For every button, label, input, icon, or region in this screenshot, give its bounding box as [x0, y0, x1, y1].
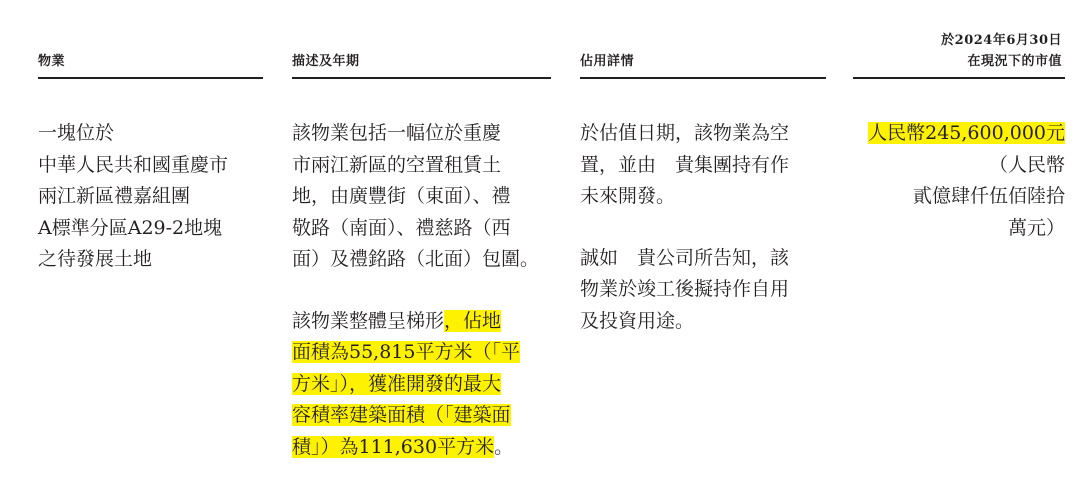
description-paragraph-highlighted	[292, 306, 567, 464]
description-line	[292, 306, 567, 338]
highlighted-text: 容積率建築面積（「建築面	[292, 404, 511, 426]
occupancy-line: 置，並由 貴集團持有作	[580, 153, 790, 176]
property-line: 中華人民共和國重慶市	[38, 153, 229, 176]
description-line: 該物業包括一幅位於重慶	[292, 122, 502, 144]
occupancy-cell	[580, 118, 840, 337]
market-value-words: 貳億肆仟伍佰陸拾	[912, 185, 1065, 207]
occupancy-paragraph	[580, 243, 840, 338]
highlighted-text: 面積為55,815平方米（「平	[292, 341, 520, 363]
property-cell	[38, 118, 278, 276]
description-line	[292, 369, 567, 401]
description-line: 面）及禮銘路（北面）包圍。	[292, 248, 540, 270]
header-property: 物業	[38, 54, 66, 69]
description-text: 該物業整體呈梯形	[292, 309, 445, 332]
occupancy-line: 物業於竣工後擬持作自用	[580, 278, 790, 300]
highlighted-text: 方米」），獲准開發的最大	[292, 372, 502, 395]
occupancy-line: 未來開發。	[580, 185, 676, 207]
header-rule	[853, 77, 1065, 79]
highlighted-text: ，佔地	[444, 309, 502, 332]
header-rule	[38, 77, 263, 79]
market-value-line	[835, 118, 1065, 150]
occupancy-line: 於估值日期，該物業為空	[580, 122, 790, 144]
description-line	[292, 337, 567, 369]
market-value-words: 萬元）	[1007, 216, 1065, 239]
description-text: 。	[494, 435, 514, 458]
market-value-amount: 人民幣245,600,000元	[868, 122, 1065, 144]
market-value-words: （人民幣	[988, 153, 1065, 176]
header-occupancy: 佔用詳情	[580, 54, 635, 69]
description-line	[292, 400, 567, 432]
property-line: A標準分區A29-2地塊	[38, 216, 223, 239]
property-line: 兩江新區禮嘉組團	[38, 185, 191, 207]
description-line	[292, 432, 567, 464]
highlighted-text: 積」）為111,630平方米	[292, 435, 495, 458]
description-cell	[292, 118, 567, 463]
header-value-date: 於2024年6月30日	[941, 33, 1062, 48]
property-line: 一塊位於	[38, 122, 115, 144]
occupancy-paragraph	[580, 118, 840, 213]
header-value-basis: 在現況下的市值	[967, 54, 1062, 69]
occupancy-line: 及投資用途。	[580, 309, 695, 332]
description-paragraph	[292, 118, 567, 276]
header-rule	[580, 77, 826, 79]
description-line: 敬路（南面）、禮慈路（西	[292, 216, 511, 239]
occupancy-line: 誠如 貴公司所告知，該	[580, 246, 790, 269]
description-line: 地，由廣豐街（東面）、禮	[292, 185, 511, 207]
property-line: 之待發展土地	[38, 248, 153, 270]
description-line: 市兩江新區的空置租賃土	[292, 153, 502, 176]
market-value-cell	[835, 118, 1065, 244]
header-rule	[292, 77, 551, 79]
header-description: 描述及年期	[292, 54, 360, 69]
